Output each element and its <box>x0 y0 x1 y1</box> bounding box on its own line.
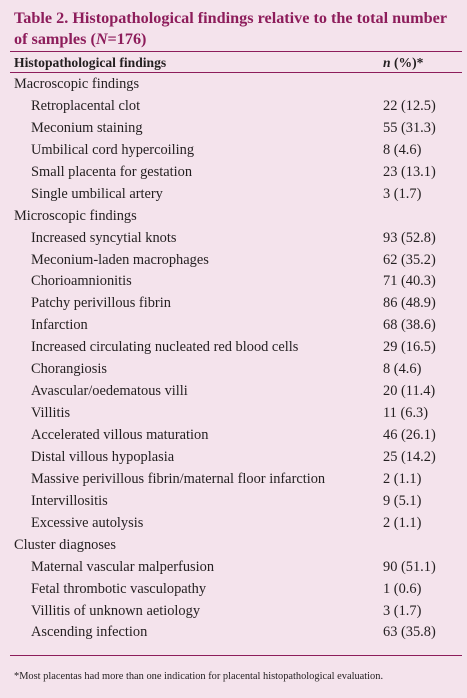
table-row <box>0 118 467 140</box>
table-title <box>14 8 454 50</box>
finding-label: Excessive autolysis <box>31 514 144 531</box>
finding-value: 25 (14.2) <box>383 448 436 465</box>
table-header-rule <box>10 72 462 73</box>
finding-label: Accelerated villous maturation <box>31 427 209 443</box>
finding-label: Intervillositis <box>31 492 108 509</box>
table-row <box>0 425 467 447</box>
finding-label: Umbilical cord hypercoiling <box>31 141 195 158</box>
table-row <box>0 447 467 469</box>
finding-value: 1 (0.6) <box>383 580 422 597</box>
finding-label: Villitis of unknown aetiology <box>31 602 201 619</box>
finding-value: 11 (6.3) <box>383 405 429 422</box>
header-n-percent <box>383 53 423 72</box>
finding-value: 71 (40.3) <box>383 273 436 290</box>
table-top-rule <box>10 51 462 52</box>
header-findings: Histopathological findings <box>14 55 167 70</box>
finding-value: 93 (52.8) <box>383 229 436 246</box>
table-group-row <box>0 206 467 228</box>
table-row <box>0 337 467 359</box>
table-group-row <box>0 74 467 96</box>
finding-value: 3 (1.7) <box>383 602 422 619</box>
finding-value: 20 (11.4) <box>383 383 436 400</box>
table-footnote: *Most placentas had more than one indication for placental histopathological evaluation. <box>14 671 384 682</box>
finding-label: Retroplacental clot <box>31 97 141 114</box>
group-label: Cluster diagnoses <box>14 536 116 553</box>
header-percent: (%)* <box>390 55 424 70</box>
table-row <box>0 293 467 315</box>
table-row <box>0 557 467 579</box>
table-row <box>0 271 467 293</box>
finding-value: 68 (38.6) <box>383 317 436 334</box>
finding-label: Increased circulating nucleated red blood cells <box>31 339 299 356</box>
table-title-prefix: Table 2. Histopathological findings relative to the total number of samples ( <box>14 9 447 48</box>
finding-value: 23 (13.1) <box>383 163 436 180</box>
table-row <box>0 250 467 272</box>
finding-label: Patchy perivillous fibrin <box>31 295 171 312</box>
group-label: Macroscopic findings <box>14 76 140 92</box>
finding-label: Avascular/oedematous villi <box>31 383 188 400</box>
finding-value: 63 (35.8) <box>383 624 436 641</box>
table-row <box>0 359 467 381</box>
finding-label: Fetal thrombotic vasculopathy <box>31 580 207 597</box>
table-row <box>0 622 467 644</box>
finding-label: Increased syncytial knots <box>31 229 177 246</box>
finding-label: Chorangiosis <box>31 361 107 378</box>
table-row <box>0 381 467 403</box>
finding-label: Single umbilical artery <box>31 185 163 202</box>
finding-value: 8 (4.6) <box>383 141 422 158</box>
table-group-row <box>0 535 467 557</box>
table-title-suffix: =176) <box>107 30 147 48</box>
table-row <box>0 601 467 623</box>
finding-label: Small placenta for gestation <box>31 163 193 180</box>
finding-value: 55 (31.3) <box>383 119 436 136</box>
finding-label: Distal villous hypoplasia <box>31 448 175 465</box>
table-row <box>0 162 467 184</box>
finding-value: 9 (5.1) <box>383 492 422 509</box>
table-row <box>0 491 467 513</box>
header-n: n <box>383 55 391 70</box>
finding-label: Meconium staining <box>31 119 143 136</box>
table-body <box>0 74 467 644</box>
table-row <box>0 315 467 337</box>
table-row <box>0 96 467 118</box>
finding-label: Maternal vascular malperfusion <box>31 558 215 575</box>
finding-label: Ascending infection <box>31 624 148 641</box>
table-bottom-rule <box>10 655 462 656</box>
finding-value: 29 (16.5) <box>383 339 436 356</box>
finding-value: 8 (4.6) <box>383 361 422 378</box>
finding-value: 2 (1.1) <box>383 514 422 531</box>
finding-label: Villitis <box>31 405 71 422</box>
finding-value: 3 (1.7) <box>383 185 422 202</box>
finding-value: 46 (26.1) <box>383 427 436 443</box>
finding-label: Massive perivillous fibrin/maternal floor infarction <box>31 470 326 487</box>
group-label: Microscopic findings <box>14 207 137 224</box>
table-header-row <box>0 53 467 72</box>
table-row <box>0 579 467 601</box>
finding-value: 86 (48.9) <box>383 295 436 312</box>
table-row <box>0 403 467 425</box>
table-row <box>0 140 467 162</box>
finding-value: 90 (51.1) <box>383 558 436 575</box>
finding-label: Meconium-laden macrophages <box>31 251 209 268</box>
table-row <box>0 469 467 491</box>
finding-value: 22 (12.5) <box>383 97 436 114</box>
finding-label: Infarction <box>31 317 88 334</box>
table-row <box>0 228 467 250</box>
table-row <box>0 184 467 206</box>
table-row <box>0 513 467 535</box>
finding-label: Chorioamnionitis <box>31 273 132 290</box>
finding-value: 62 (35.2) <box>383 251 436 268</box>
finding-value: 2 (1.1) <box>383 470 422 487</box>
table-title-n: N <box>95 30 108 48</box>
